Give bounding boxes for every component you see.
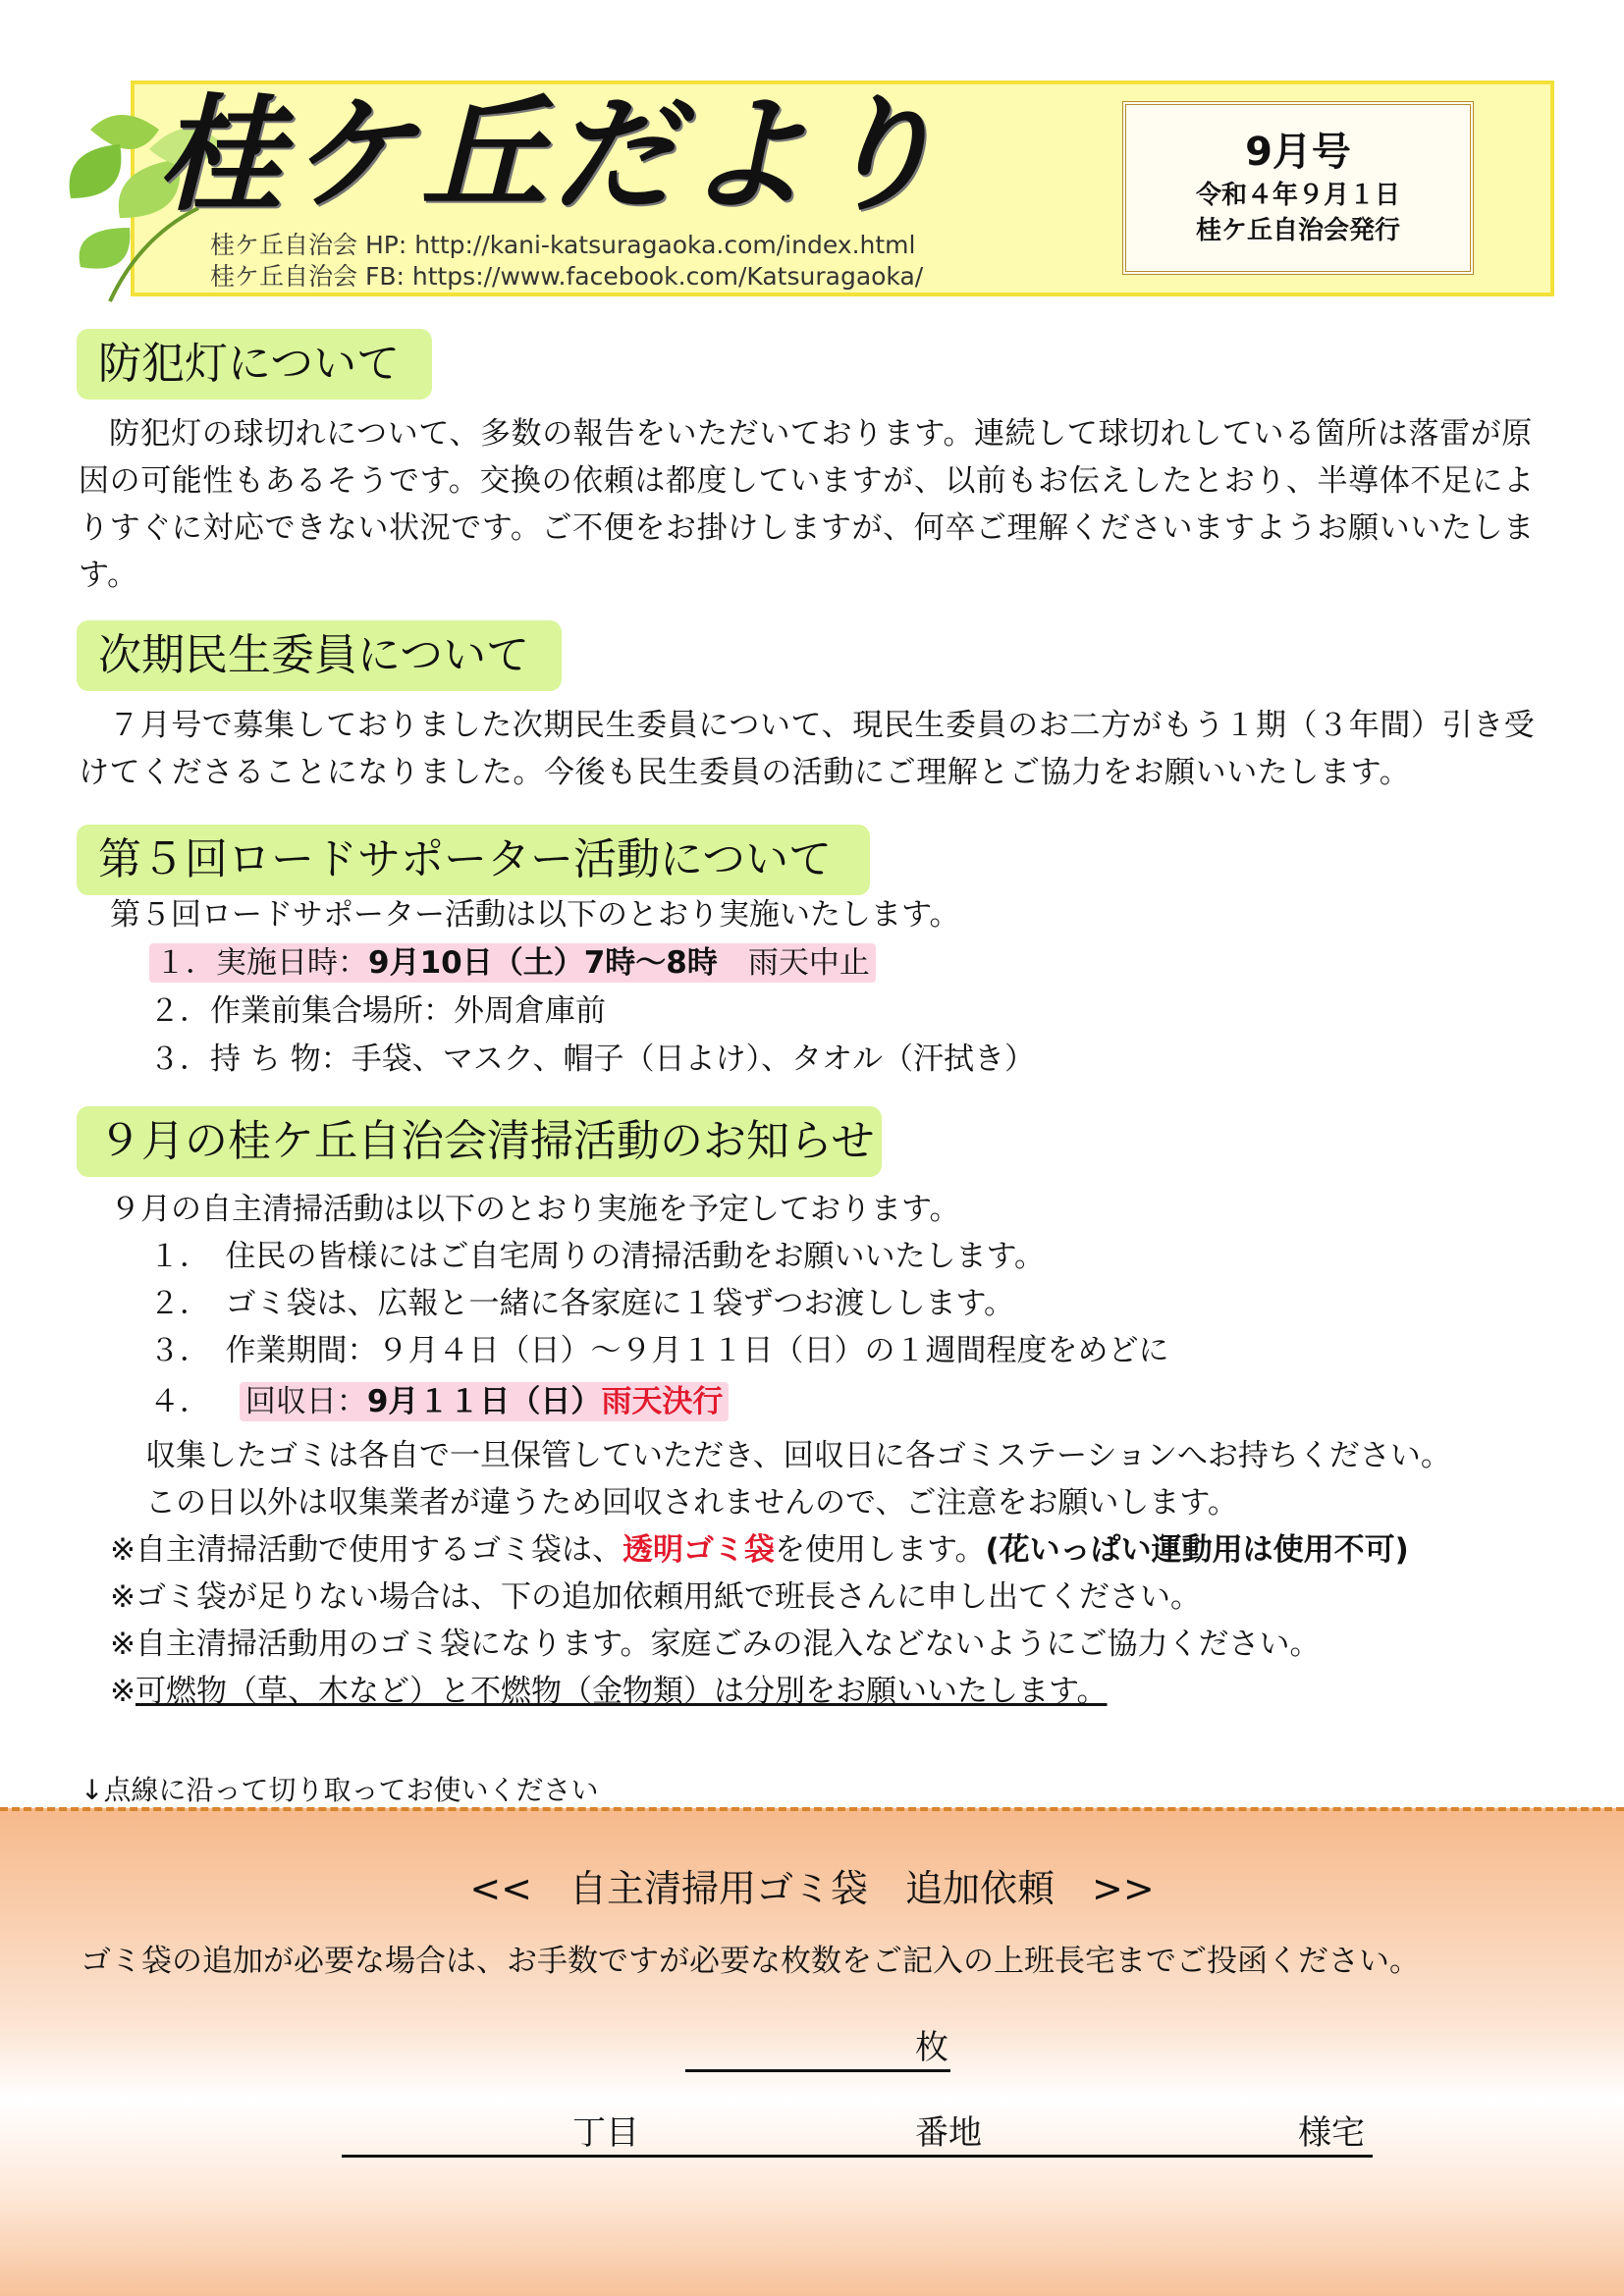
issue-number: 9月号 [1245,130,1351,175]
section-body-streetlights: 防犯灯の球切れについて、多数の報告をいただいております。連続して球切れしている箇所は落雷が原因の可能性もあるそうです。交換の依頼は都度していますが、以前もお伝えしたとおり、半導体不足によりすぐに対応できない状況です。ご不便をお掛けしますが、何卒ご理解くださいますようお願いいたします。 [79,416,1535,593]
cleaning-rule-4 [110,1668,1108,1715]
section-heading-road-supporter: 第５回ロードサポーター活動について [77,825,870,895]
section-heading-cleaning: ９月の桂ケ丘自治会清掃活動のお知らせ [77,1106,882,1177]
cleaning-note-1: 収集したゴミは各自で一旦保管していただき、回収日に各ゴミステーションへお持ちください。 [145,1438,1451,1473]
newsletter-title: 桂ケ丘だより [157,82,947,229]
cleaning-note-2: この日以外は収集業者が違うため回収されませんので、ご注意をお願いします。 [145,1485,1238,1521]
cleaning-rule-3: ※自主清掃活動用のゴミ袋になります。家庭ごみの混入などないようにご協力ください。 [110,1627,1321,1662]
address-input-line[interactable] [342,2155,1373,2158]
collection-day-label: 回収日： [244,1384,367,1419]
issue-info-box [1122,101,1474,275]
cut-instruction: ↓点線に沿って切り取ってお使いください [81,1774,599,1806]
homepage-url[interactable]: 桂ケ丘自治会 HP: http://kani-katsuragaoka.com/index.html [210,231,916,259]
issue-date: 令和４年９月１日 [1195,181,1400,210]
section-heading-streetlights: 防犯灯について [77,329,432,400]
cleaning-item-3: ３． 作業期間：９月４日（日）～９月１１日（日）の１週間程度をめどに [149,1333,1169,1368]
cleaning-item-2: ２． ゴミ袋は、広報と一緒に各家庭に１袋ずつお渡しします。 [149,1286,1015,1321]
datetime-label: １．実施日時： [155,945,368,981]
datetime-rain-note: 雨天中止 [717,945,870,981]
road-supporter-item-meeting-place: ２．作業前集合場所：外周倉庫前 [149,993,606,1029]
rule4-mark: ※ [110,1674,135,1709]
rule1-text-b: を使用します。 [774,1532,986,1568]
rule1-text: ※自主清掃活動で使用するゴミ袋は、 [110,1532,623,1568]
rule4-text: 可燃物（草、木など）と不燃物（金物類）は分別をお願いいたします。 [135,1674,1108,1709]
count-unit: 枚 [915,2028,948,2067]
count-input-line[interactable] [685,2069,950,2072]
facebook-url[interactable]: 桂ケ丘自治会 FB: https://www.facebook.com/Katsuragaoka/ [210,262,924,291]
road-supporter-item-datetime [149,939,876,987]
section-heading-welfare-commissioner: 次期民生委員について [77,620,562,691]
cleaning-item-4 [149,1378,729,1425]
collection-day-value: 9月１１日（日） [366,1384,602,1419]
rule1-exception: (花いっぱい運動用は使用不可) [985,1532,1409,1568]
household-label: 様宅 [1298,2113,1365,2153]
form-title: << 自主清掃用ゴミ袋 追加依頼 >> [469,1867,1155,1910]
item4-number: ４． [149,1384,210,1419]
publisher: 桂ケ丘自治会発行 [1195,216,1400,245]
road-supporter-item-belongings: ３．持 ち 物：手袋、マスク、帽子（日よけ）、タオル（汗拭き） [149,1041,1035,1077]
rule1-transparent-bag: 透明ゴミ袋 [622,1532,775,1568]
road-supporter-intro: 第５回ロードサポーター活動は以下のとおり実施いたします。 [110,897,960,933]
cut-dashed-line [0,1807,1624,1811]
cleaning-rule-1 [110,1526,1409,1574]
cleaning-intro: ９月の自主清掃活動は以下のとおり実施を予定しております。 [110,1192,960,1227]
datetime-value: 9月10日（土）7時～8時 [368,945,718,981]
cleaning-item-1: １． 住民の皆様にはご自宅周りの清掃活動をお願いいたします。 [149,1239,1046,1274]
banchi-label: 番地 [915,2113,982,2153]
collection-rain-note: 雨天決行 [601,1384,724,1419]
cleaning-rule-2: ※ゴミ袋が足りない場合は、下の追加依頼用紙で班長さんに申し出てください。 [110,1579,1201,1615]
section-body-welfare-commissioner: ７月号で募集しておりました次期民生委員について、現民生委員のお二方がもう１期（３年間）引き受けてくださることになりました。今後も民生委員の活動にご理解とご協力をお願いいたします。 [79,708,1536,790]
chome-label: 丁目 [572,2113,639,2153]
form-description: ゴミ袋の追加が必要な場合は、お手数ですが必要な枚数をご記入の上班長宅までご投函ください。 [81,1944,1420,1979]
